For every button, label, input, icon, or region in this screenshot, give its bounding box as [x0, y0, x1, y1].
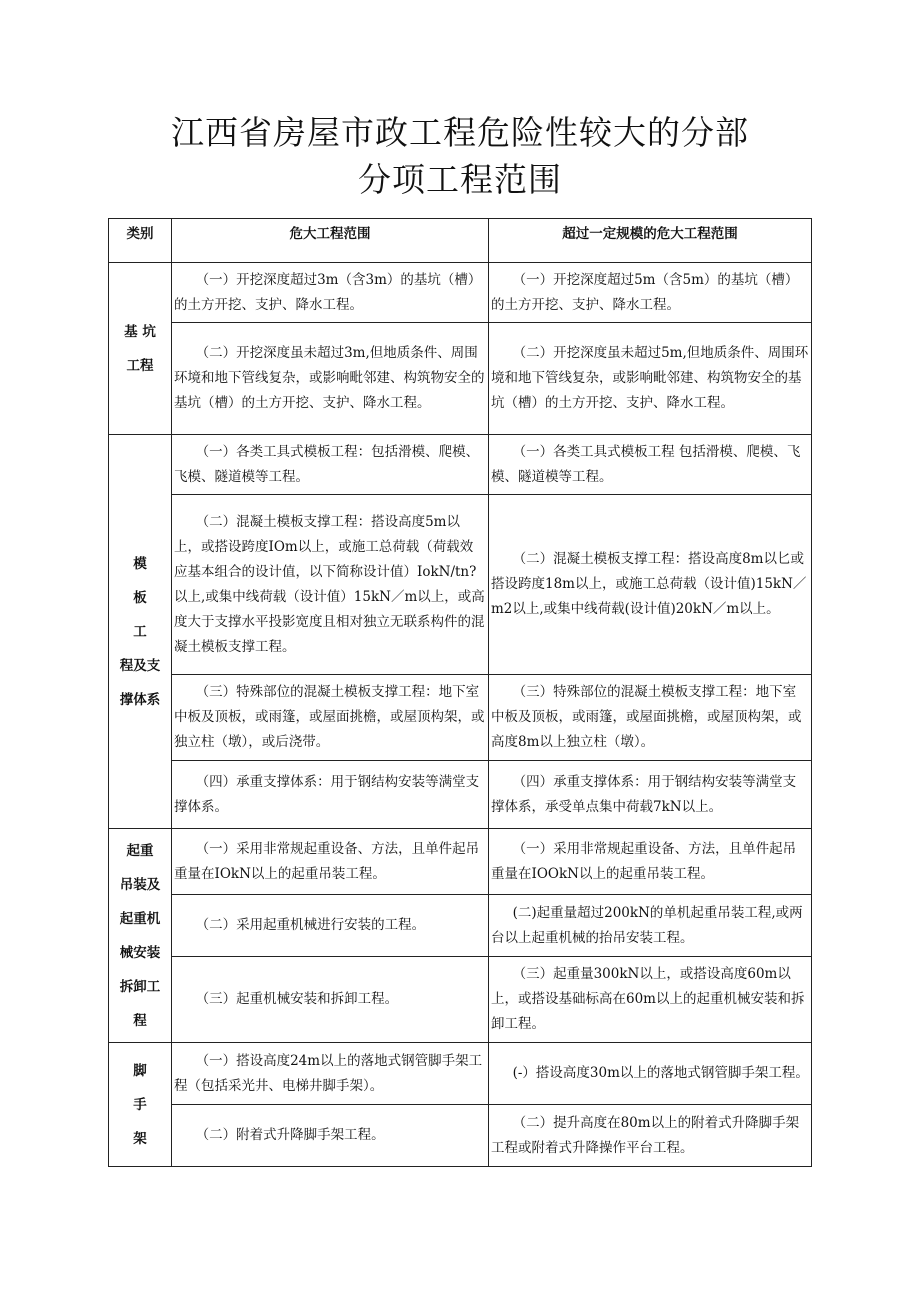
- scope-cell: （二）开挖深度虽未超过3m,但地质条件、周围环境和地下管线复杂，或影响毗邻建、构筑物安全的基坑（槽）的土方开挖、支护、降水工程。: [172, 323, 489, 435]
- table-row: [109, 829, 812, 895]
- hazard-scope-table: [108, 218, 812, 1167]
- scope-cell: （一）搭设高度24m以上的落地式钢管脚手架工程（包括采光井、电梯井脚手架）。: [172, 1043, 489, 1105]
- large-scope-cell: （四）承重支撑体系：用于钢结构安装等满堂支撑体系，承受单点集中荷载7kN以上。: [489, 761, 812, 829]
- header-scope: 危大工程范围: [172, 219, 489, 263]
- scope-cell: （三）起重机械安装和拆卸工程。: [172, 957, 489, 1043]
- large-scope-cell: （三）起重量300kN以上，或搭设高度60m以上，或搭设基础标高在60m以上的起重机械安装和拆卸工程。: [489, 957, 812, 1043]
- category-line: 起重 吊装及 起重机 械安装 拆卸工 程: [119, 842, 161, 1029]
- scope-cell: （一）采用非常规起重设备、方法，且单件起吊重量在IOkN以上的起重吊装工程。: [172, 829, 489, 895]
- table-row: [109, 957, 812, 1043]
- document-title-line1: 江西省房屋市政工程危险性较大的分部: [171, 113, 749, 152]
- scope-cell: （二）附着式升降脚手架工程。: [172, 1105, 489, 1167]
- category-line: 脚 手 架: [133, 1062, 147, 1147]
- table-row: [109, 323, 812, 435]
- scope-cell: （一）各类工具式模板工程：包括滑模、爬模、飞模、隧道模等工程。: [172, 435, 489, 495]
- table-row: [109, 675, 812, 761]
- scope-cell: （三）特殊部位的混凝土模板支撑工程：地下室中板及顶板，或雨篷，或屋面挑檐，或屋顶构架，或独立柱（墩），或后浇带。: [172, 675, 489, 761]
- table-row: [109, 1043, 812, 1105]
- document-title-line2: 分项工程范围: [358, 160, 562, 199]
- table-row: [109, 895, 812, 957]
- table-row: [109, 435, 812, 495]
- table-row: [109, 761, 812, 829]
- header-category: 类别: [109, 219, 172, 263]
- large-scope-cell: （二）开挖深度虽未超过5m,但地质条件、周围环境和地下管线复杂，或影响毗邻建、构筑物安全的基坑（槽）的土方开挖、支护、降水工程。: [489, 323, 812, 435]
- category-line: 模 板 工 程及支 撑体系: [119, 555, 161, 708]
- table-row: [109, 495, 812, 675]
- large-scope-cell: (二)起重量超过200kN的单机起重吊装工程,或两台以上起重机械的抬吊安装工程。: [489, 895, 812, 957]
- scope-cell: （二）混凝土模板支撑工程：搭设高度5m以上，或搭设跨度IOm以上，或施工总荷载（荷载效应基本组合的设计值，以下简称设计值）IokN/tn?以上,或集中线荷载（设计值）15kN／m以上，或高度大于支撑水平投影宽度且相对独立无联系构件的混凝土模板支撑工程。: [172, 495, 489, 675]
- category-formwork: [109, 435, 172, 829]
- large-scope-cell: （三）特殊部位的混凝土模板支撑工程：地下室中板及顶板，或雨篷，或屋面挑檐，或屋顶构架，或高度8m以上独立柱（墩）。: [489, 675, 812, 761]
- large-scope-cell: (-）搭设高度30m以上的落地式钢管脚手架工程。: [489, 1043, 812, 1105]
- large-scope-cell: （二）混凝土模板支撑工程：搭设高度8m以匕或搭设跨度18m以上，或施工总荷载（设计值)15kN／m2以上,或集中线荷载(设计值)20kN／m以上。: [489, 495, 812, 675]
- table-header-row: [109, 219, 812, 263]
- category-foundation-pit: [109, 263, 172, 435]
- large-scope-cell: （二）提升高度在80m以上的附着式升降脚手架工程或附着式升降操作平台工程。: [489, 1105, 812, 1167]
- category-line: 基 坑 工程: [124, 323, 156, 374]
- scope-cell: （一）开挖深度超过3m（含3m）的基坑（槽）的土方开挖、支护、降水工程。: [172, 263, 489, 323]
- category-scaffold: [109, 1043, 172, 1167]
- large-scope-cell: （一）采用非常规起重设备、方法，且单件起吊重量在IOOkN以上的起重吊装工程。: [489, 829, 812, 895]
- large-scope-cell: （一）各类工具式模板工程 包括滑模、爬模、飞模、隧道模等工程。: [489, 435, 812, 495]
- table-row: [109, 1105, 812, 1167]
- large-scope-cell: （一）开挖深度超过5m（含5m）的基坑（槽）的土方开挖、支护、降水工程。: [489, 263, 812, 323]
- scope-cell: （四）承重支撑体系：用于钢结构安装等满堂支撑体系。: [172, 761, 489, 829]
- scope-cell: （二）采用起重机械进行安装的工程。: [172, 895, 489, 957]
- header-large-scope: 超过一定规模的危大工程范围: [489, 219, 812, 263]
- table-row: [109, 263, 812, 323]
- category-lifting: [109, 829, 172, 1043]
